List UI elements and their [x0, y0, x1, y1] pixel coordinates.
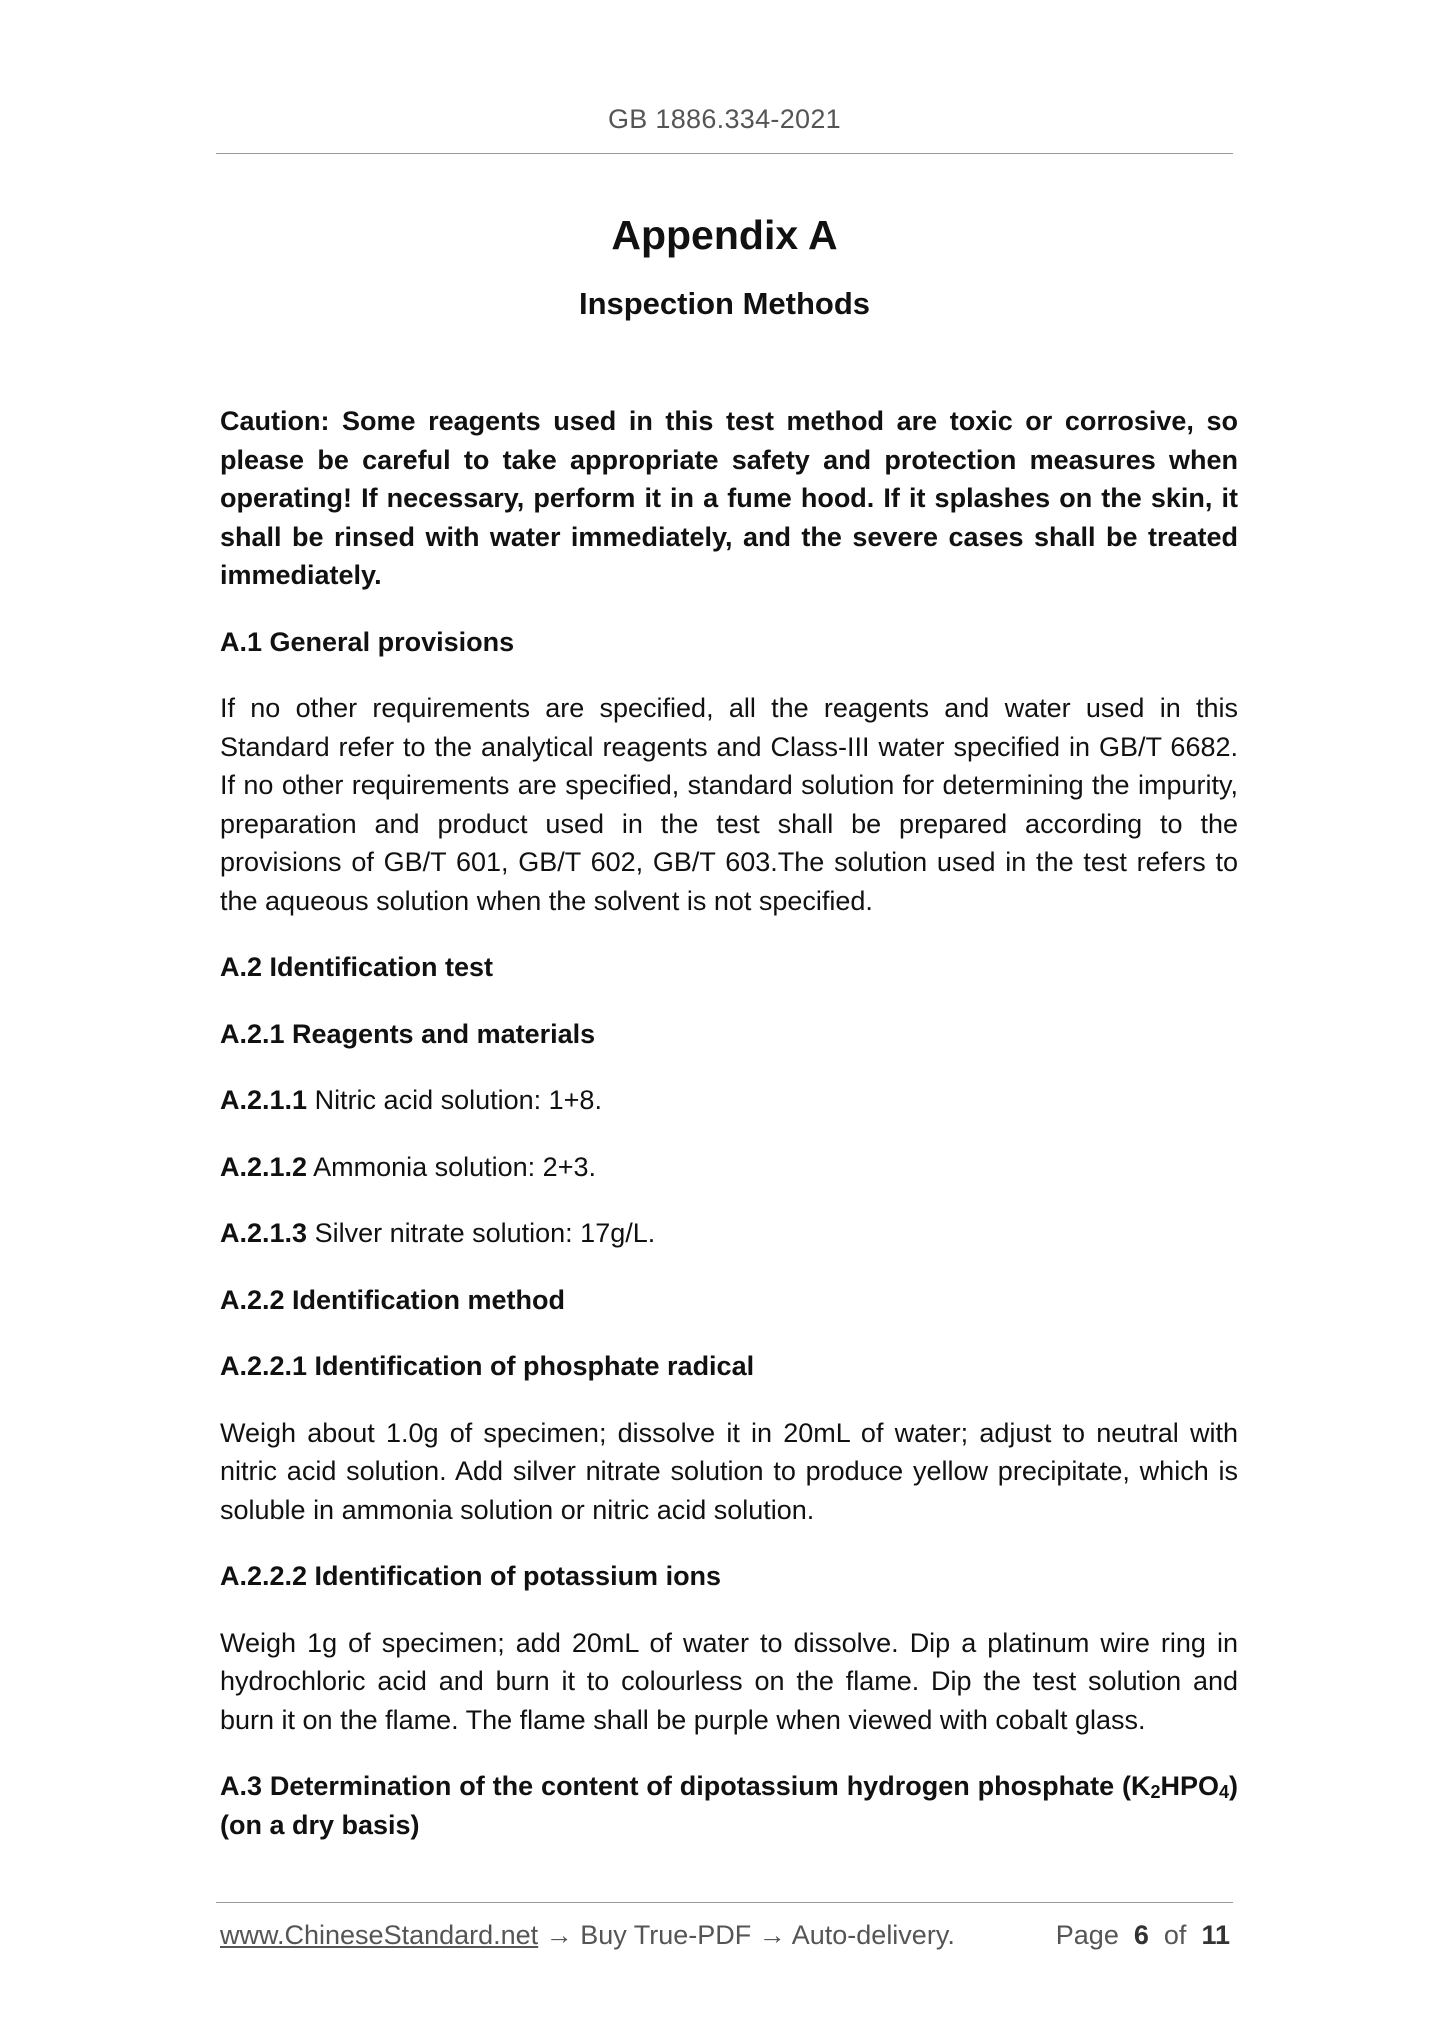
reagent-item-number: A.2.1.1 [220, 1085, 308, 1115]
page-label: Page [1055, 1920, 1119, 1950]
reagent-item-text: Nitric acid solution: 1+8. [307, 1085, 602, 1115]
reagent-item [220, 1148, 1238, 1187]
footer-promo-text: → Buy True-PDF → Auto-delivery. [538, 1920, 955, 1950]
appendix-title: Appendix A [611, 212, 838, 258]
caution-notice: Caution: Some reagents used in this test method are toxic or corrosive, so please be careful to take appropriate safety and protection measures when operating! If necessary, perform it in a fume hood. If it splashes on the skin, it shall be rinsed with water immediately, and the severe cases shall be treated immediately. [220, 406, 1238, 590]
section-a222-heading: A.2.2.2 Identification of potassium ions [220, 1561, 722, 1591]
section-a3-heading-part: ) (on a dry basis) [220, 1771, 1238, 1840]
subscript: 2 [1150, 1782, 1161, 1802]
total-pages: 11 [1201, 1920, 1230, 1950]
page-number [1056, 1920, 1230, 1951]
appendix-subtitle: Inspection Methods [578, 286, 871, 321]
reagent-item-number: A.2.1.3 [220, 1218, 308, 1248]
reagent-item-text: Silver nitrate solution: 17g/L. [307, 1218, 656, 1248]
section-a22-heading: A.2.2 Identification method [220, 1284, 566, 1315]
footer-divider [216, 1902, 1233, 1903]
reagent-item-number: A.2.1.2 [220, 1151, 308, 1182]
document-body [220, 402, 1238, 1844]
section-a1-text: If no other requirements are specified, all the reagents and water used in this Standard refer to the analytical reagents and Class-III water specified in GB/T 6682. If no other requirements are specified, standard solution for determining the impurity, preparation and product used in the test shall be prepared according to the provisions of GB/T 601, GB/T 602, GB/T 603.The solution used in the test refers to the aqueous solution when the solvent is not specified. [220, 693, 1238, 916]
section-a221-text: Weigh about 1.0g of specimen; dissolve it in 20mL of water; adjust to neutral with nitric acid solution. Add silver nitrate solution to produce yellow precipitate, which is soluble in ammonia solution or nitric acid solution. [220, 1417, 1238, 1525]
section-a222-text: Weigh 1g of specimen; add 20mL of water to dissolve. Dip a platinum wire ring in hydrochloric acid and burn it to colourless on the flame. Dip the test solution and burn it on the flame. The flame shall be purple when viewed with cobalt glass. [220, 1627, 1238, 1735]
section-a21-heading: A.2.1 Reagents and materials [220, 1018, 596, 1049]
section-a3-heading-part: A.3 Determination of the content of dipotassium hydrogen phosphate (K [220, 1771, 1151, 1801]
reagent-item [220, 1081, 1238, 1120]
document-header: GB 1886.334-2021 [608, 104, 841, 134]
reagent-item-text: Ammonia solution: 2+3. [307, 1151, 596, 1182]
subscript: 4 [1218, 1782, 1229, 1802]
section-a3-heading [220, 1767, 1238, 1844]
footer-promo [220, 1920, 955, 1951]
header-divider [216, 153, 1233, 154]
section-a221-heading: A.2.2.1 Identification of phosphate radical [220, 1351, 755, 1381]
reagent-item [220, 1214, 1238, 1253]
website-link[interactable]: www.ChineseStandard.net [220, 1920, 539, 1950]
section-a3-heading-part: HPO [1160, 1771, 1219, 1801]
current-page: 6 [1133, 1920, 1149, 1950]
section-a1-heading: A.1 General provisions [220, 626, 515, 657]
section-a2-heading: A.2 Identification test [220, 952, 494, 982]
of-label: of [1163, 1920, 1187, 1950]
